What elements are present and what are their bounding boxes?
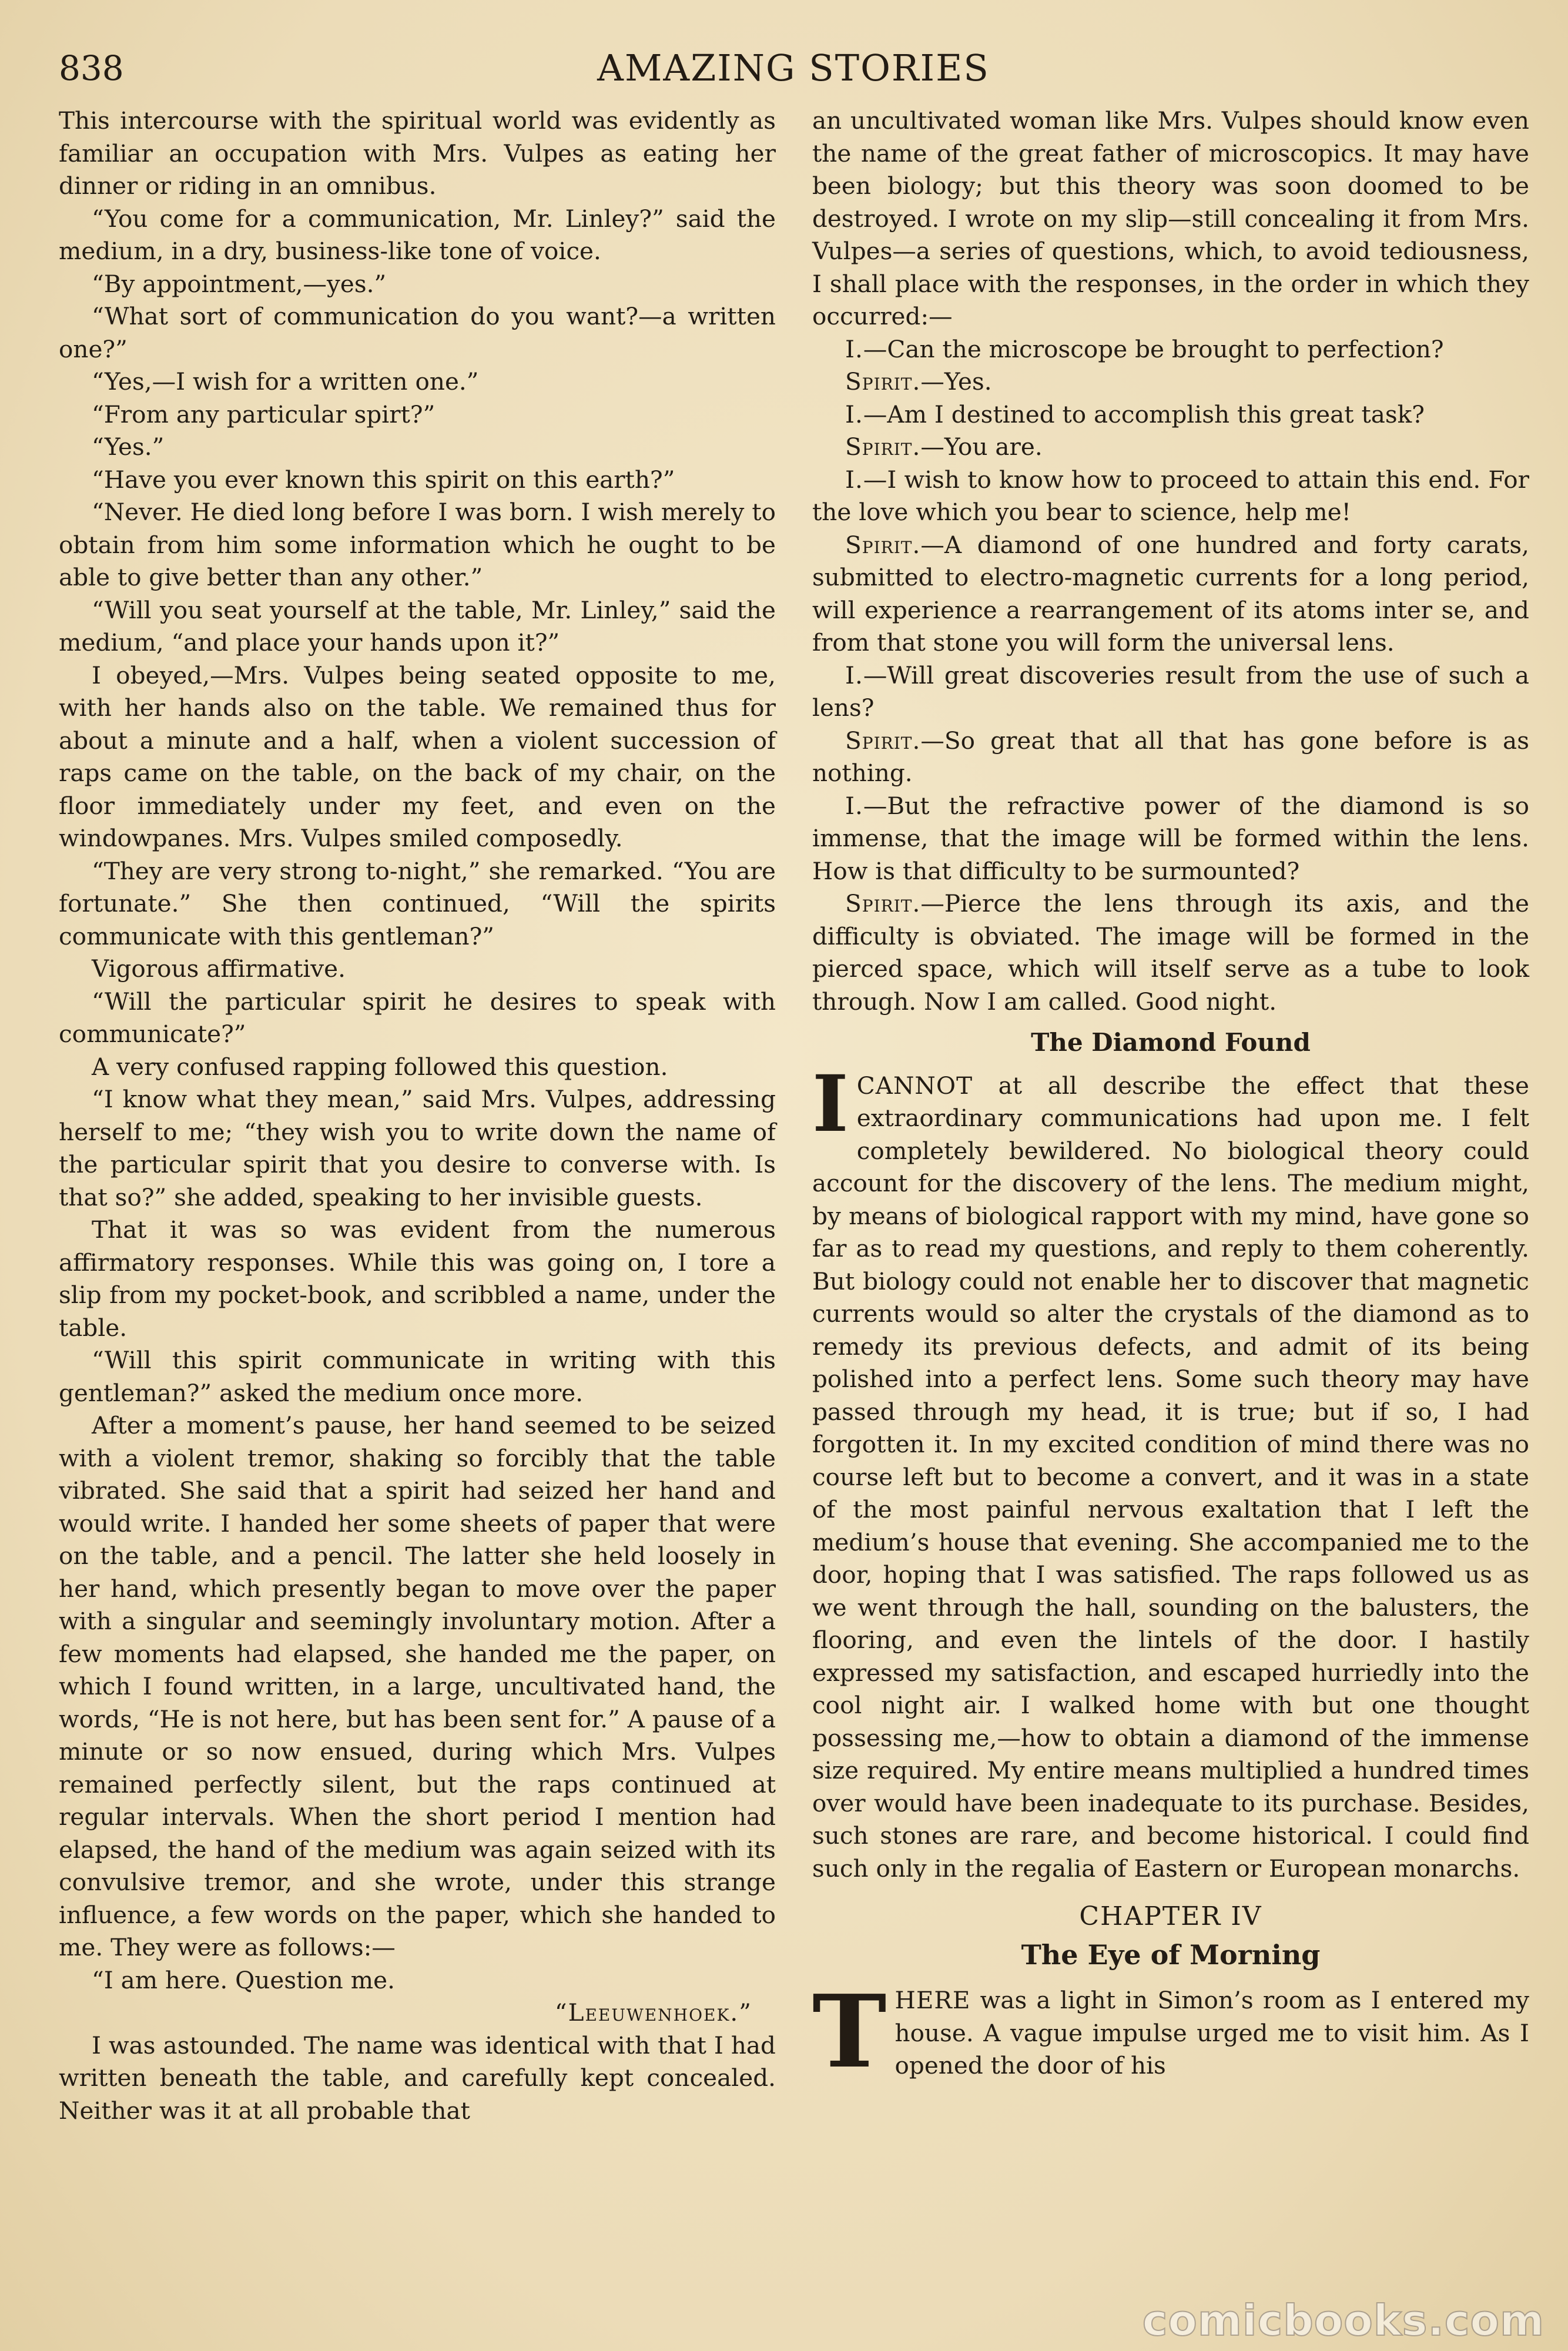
left-column: [59, 105, 776, 2127]
paragraph: “You come for a communication, Mr. Linley?” said the medium, in a dry, business-like tone of voice.: [59, 204, 776, 265]
qa-line: [812, 888, 1529, 1018]
qa-text: —But the refractive power of the diamond is so immense, that the image will be formed within the lens. How is that difficulty to be surmounted?: [812, 791, 1529, 885]
paragraph: A very confused rapping followed this question.: [92, 1052, 668, 1081]
paragraph: an uncultivated woman like Mrs. Vulpes should know even the name of the great father of microscopics. It may have been biology; but this theory was soon doomed to be destroyed. I wrote on my slip—still concealing it from Mrs. Vulpes—a series of questions, which, to avoid tediousness, I shall place with the responses, in the order in which they occurred:—: [812, 106, 1529, 330]
qa-text: —So great that all that has gone before is as nothing.: [812, 726, 1529, 787]
drop-cap: T: [812, 1973, 887, 2091]
speaker: Spirit.: [845, 726, 921, 755]
paragraph-text: at all describe the effect that these extraordinary communications had upon me. I felt completely bewildered. No biological theory could account for the discovery of the lens. The medium might, by means of biological rapport with my mind, have gone so far as to read my questions, and reply to them coherently. But biology could not enable her to discover that magnetic currents would so alter the crystals of the diamond as to remedy its previous defects, and admit of its being polished into a perfect lens. Some such theory may have passed through my head, it is true; but if so, I had forgotten it. In my excited condition of mind there was no course left but to become a convert, and it was in a state of the most painful nervous exaltation that I left the medium’s house that evening. She accompanied me to the door, hoping that I was satisfied. The raps followed us as we went through the hall, sounding on the balusters, the flooring, and even the lintels of the door. I hastily expressed my satisfaction, and escaped hurriedly into the cool night air. I walked home with but one thought possessing me,—how to obtain a diamond of the immense size required. My entire means multiplied a hundred times over would have been inadequate to its purchase. Besides, such stones are rare, and become historical. I could find such only in the regalia of Eastern or European monarchs.: [812, 1071, 1529, 1883]
speaker: I.: [845, 465, 863, 494]
section-heading: The Diamond Found: [1031, 1028, 1311, 1057]
speaker: Spirit.: [845, 889, 921, 917]
speaker: Spirit.: [845, 367, 921, 396]
qa-line: [812, 464, 1529, 529]
qa-line: [812, 529, 1529, 659]
speaker: I.: [845, 400, 863, 428]
chapter-opening-paragraph: [812, 1973, 1529, 2091]
qa-line: [812, 659, 1529, 725]
speaker: I.: [845, 334, 863, 363]
qa-text: —You are.: [920, 433, 1043, 461]
paragraph: “Yes,—I wish for a written one.”: [92, 367, 479, 396]
paragraph: Vigorous affirmative.: [92, 955, 346, 983]
speaker: Spirit.: [845, 530, 921, 559]
paragraph: I was astounded. The name was identical with that I had written beneath the table, and carefully kept concealed. Neither was it at all probable that: [59, 2031, 776, 2125]
paragraph: “Never. He died long before I was born. I wish merely to obtain from him some information which he ought to be able to give better than any other.”: [59, 498, 776, 591]
qa-text: —Will great discoveries result from the use of such a lens?: [812, 661, 1529, 722]
paragraph: “What sort of communication do you want?—a written one?”: [59, 302, 776, 363]
paragraph: “They are very strong to-night,” she remarked. “You are fortunate.” She then continued, “Will the spirits communicate with this gentleman?”: [59, 856, 776, 950]
right-column: [812, 105, 1529, 2091]
qa-text: —Can the microscope be brought to perfection?: [863, 334, 1444, 363]
qa-text: —Pierce the lens through its axis, and the difficulty is obviated. The image will be formed in the pierced space, which will itself serve as a tube to look through. Now I am called. Good night.: [812, 889, 1529, 1016]
speaker: I.: [845, 661, 863, 689]
page-header: [59, 39, 1528, 98]
running-title: AMAZING STORIES: [597, 46, 990, 89]
paragraph: “By appointment,—yes.”: [92, 269, 387, 298]
qa-line: [812, 431, 1529, 464]
paragraph: That it was so was evident from the numerous affirmatory responses. While this was going on, I tore a slip from my pocket-book, and scribbled a name, under the table.: [59, 1215, 776, 1342]
lead-word: HERE: [894, 1986, 971, 2014]
speaker: I.: [845, 791, 863, 820]
qa-text: —Yes.: [920, 367, 992, 396]
lead-word: CANNOT: [856, 1071, 973, 1100]
paragraph: I obeyed,—Mrs. Vulpes being seated opposite to me, with her hands also on the table. We remained thus for about a minute and a half, when a violent succession of raps came on the table, on the back of my chair, on the floor immediately under my feet, and even on the windowpanes. Mrs. Vulpes smiled composedly.: [59, 661, 776, 852]
speaker: Spirit.: [845, 433, 921, 461]
paragraph: “Will this spirit communicate in writing with this gentleman?” asked the medium once more.: [59, 1346, 776, 1407]
qa-text: —A diamond of one hundred and forty carats, submitted to electro-magnetic currents for a long period, will experience a rearrangement of its atoms inter se, and from that stone you will form the universal lens.: [812, 530, 1529, 657]
paragraph: “I am here. Question me.: [92, 1965, 395, 1994]
qa-line: [812, 398, 1529, 431]
paragraph: After a moment’s pause, her hand seemed to be seized with a violent tremor, shaking so forcibly that the table vibrated. She said that a spirit had seized her hand and would write. I handed her some sheets of paper that were on the table, and a pencil. The latter she held loosely in her hand, which presently began to move over the paper with a singular and seemingly involuntary motion. After a few moments had elapsed, she handed me the paper, on which I found written, in a large, uncultivated hand, the words, “He is not here, but has been sent for.” A pause of a minute or so now ensued, during which Mrs. Vulpes remained perfectly silent, but the raps continued at regular intervals. When the short period I mention had elapsed, the hand of the medium was again seized with its convulsive tremor, and she wrote, under this strange influence, a few words on the paper, which she handed to me. They were as follows:—: [59, 1411, 776, 1961]
qa-line: [812, 333, 1529, 366]
paragraph: This intercourse with the spiritual world was evidently as familiar an occupation with Mrs. Vulpes as eating her dinner or riding in an omnibus.: [59, 106, 776, 200]
page-number: 838: [59, 48, 124, 88]
spirit-signature: “Leeuwenhoek.”: [554, 1998, 752, 2027]
section-opening-paragraph: [812, 1058, 1529, 1886]
site-watermark: comicbooks.com: [1142, 2296, 1544, 2345]
paragraph: “From any particular spirt?”: [92, 400, 435, 428]
paragraph: “I know what they mean,” said Mrs. Vulpes, addressing herself to me; “they wish you to write down the name of the particular spirit that you desire to converse with. Is that so?” she added, speaking to her invisible guests.: [59, 1085, 776, 1211]
paragraph: “Will the particular spirit he desires to speak with communicate?”: [59, 987, 776, 1048]
paragraph-text: was a light in Simon’s room as I entered my house. A vague impulse urged me to visit him. As I opened the door of his: [894, 1986, 1529, 2079]
qa-line: [812, 725, 1529, 790]
qa-text: —I wish to know how to proceed to attain this end. For the love which you bear to science, help me!: [812, 465, 1529, 526]
paragraph: “Yes.”: [92, 433, 165, 461]
qa-text: —Am I destined to accomplish this great task?: [863, 400, 1425, 428]
chapter-title: The Eye of Morning: [1021, 1938, 1321, 1971]
chapter-number: CHAPTER IV: [1079, 1901, 1262, 1931]
qa-line: [812, 366, 1529, 398]
paragraph: “Have you ever known this spirit on this earth?”: [92, 465, 675, 494]
qa-line: [812, 790, 1529, 888]
drop-cap: I: [812, 1058, 849, 1150]
paragraph: “Will you seat yourself at the table, Mr. Linley,” said the medium, “and place your hands upon it?”: [59, 595, 776, 657]
